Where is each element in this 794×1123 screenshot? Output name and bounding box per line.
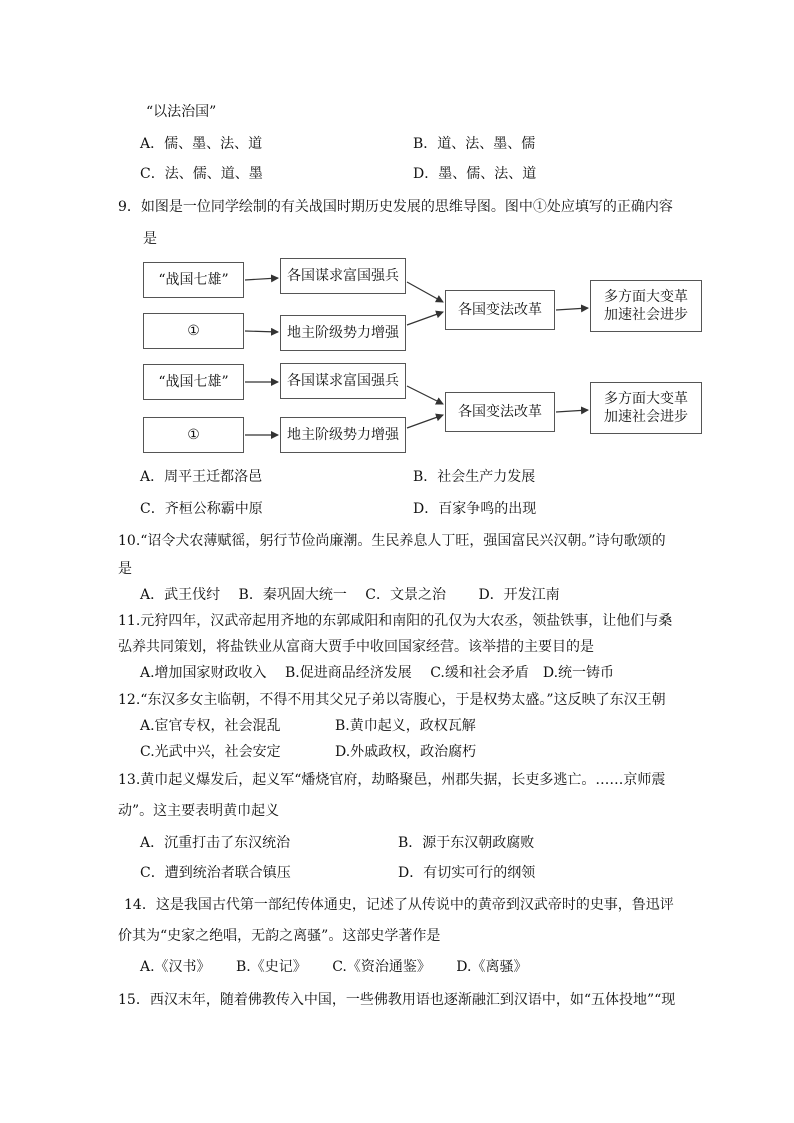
q9-stem-line2: 是 bbox=[143, 231, 157, 247]
diagram2-box-blank: ① bbox=[143, 417, 244, 453]
diagram1-box-seven-states: “战国七雄” bbox=[143, 262, 244, 298]
diagram1-box-blank: ① bbox=[143, 313, 244, 349]
diagram1-result-line1: 多方面大变革 bbox=[604, 289, 688, 305]
q13-stem-line1: 13.黄巾起义爆发后，起义军“燔烧官府，劫略聚邑，州郡失据，长吏多逃亡。……京师震 bbox=[118, 772, 666, 788]
diagram1-box-reform: 各国变法改革 bbox=[445, 290, 555, 330]
arrow-1a bbox=[245, 278, 278, 280]
q9-option-d: D．百家争鸣的出现 bbox=[413, 501, 537, 517]
q8-option-c: C．法、儒、道、墨 bbox=[140, 166, 263, 182]
arrow-1d bbox=[407, 312, 443, 325]
diagram2-box-seven-states: “战国七雄” bbox=[143, 364, 244, 400]
q14-stem-line2: 价其为“史家之绝唱，无韵之离骚”。这部史学著作是 bbox=[118, 928, 441, 944]
q9-option-a: A．周平王迁都洛邑 bbox=[140, 469, 263, 485]
q14-options: A.《汉书》 B.《史记》 C.《资治通鉴》 D.《离骚》 bbox=[140, 959, 528, 975]
diagram1-box-landlord: 地主阶级势力增强 bbox=[280, 315, 406, 351]
q12-option-d: D.外戚政权，政治腐朽 bbox=[335, 744, 477, 760]
q10-stem-line1: 10.“诏令犬农薄赋徭，躬行节俭尚廉潮。生民养息人丁旺，强国富民兴汉朝。”诗句歌颂的 bbox=[118, 533, 666, 549]
q8-option-b: B．道、法、墨、儒 bbox=[413, 136, 536, 152]
arrow-2e bbox=[556, 410, 588, 412]
arrow-1c bbox=[407, 282, 443, 302]
diagram2-result-line2: 加速社会进步 bbox=[604, 409, 688, 425]
diagram1-result-line2: 加速社会进步 bbox=[604, 307, 688, 323]
q14-stem-line1: 14．这是我国古代第一部纪传体通史，记述了从传说中的黄帝到汉武帝时的史事，鲁迅评 bbox=[124, 897, 674, 913]
q8-option-d: D．墨、儒、法、道 bbox=[413, 166, 537, 182]
q12-stem: 12.“东汉多女主临朝，不得不用其父兄子弟以寄腹心，于是权势太盛。”这反映了东汉王朝 bbox=[118, 692, 666, 708]
diagram2-box-reform: 各国变法改革 bbox=[445, 392, 555, 432]
q9-option-c: C．齐桓公称霸中原 bbox=[140, 501, 263, 517]
q10-options: A．武王伐纣 B．秦巩固大统一 C．文景之治 D．开发江南 bbox=[140, 587, 560, 603]
q9-option-b: B．社会生产力发展 bbox=[413, 469, 536, 485]
q13-option-b: B．源于东汉朝政腐败 bbox=[398, 835, 535, 851]
q12-option-c: C.光武中兴，社会安定 bbox=[140, 744, 281, 760]
q11-stem-line2: 弘养共同策划，将盐铁业从富商大贾手中收回国家经营。该举措的主要目的是 bbox=[118, 639, 594, 655]
arrow-2c bbox=[407, 386, 443, 404]
q8-option-a: A．儒、墨、法、道 bbox=[140, 136, 263, 152]
arrow-1e bbox=[556, 308, 588, 310]
q11-stem-line1: 11.元狩四年，汉武帝起用齐地的东郭咸阳和南阳的孔仅为大农丞，领盐铁事，让他们与桑 bbox=[118, 613, 673, 629]
arrow-1b bbox=[245, 331, 278, 332]
q9-stem-line1: 9．如图是一位同学绘制的有关战国时期历史发展的思维导图。图中①处应填写的正确内容 bbox=[118, 199, 673, 215]
q10-stem-line2: 是 bbox=[118, 561, 132, 577]
q13-option-a: A．沉重打击了东汉统治 bbox=[140, 835, 291, 851]
diagram1-box-enrich: 各国谋求富国强兵 bbox=[280, 258, 406, 294]
q15-stem-line1: 15．西汉末年，随着佛教传入中国，一些佛教用语也逐渐融汇到汉语中，如“五体投地”“现 bbox=[118, 992, 676, 1008]
q13-option-d: D．有切实可行的纲领 bbox=[398, 865, 536, 881]
diagram2-box-landlord: 地主阶级势力增强 bbox=[280, 417, 406, 453]
diagram2-box-enrich: 各国谋求富国强兵 bbox=[280, 363, 406, 399]
q12-option-a: A.宦官专权，社会混乱 bbox=[140, 718, 281, 734]
q12-option-b: B.黄巾起义，政权瓦解 bbox=[335, 718, 476, 734]
diagram2-result-line1: 多方面大变革 bbox=[604, 391, 688, 407]
q13-option-c: C．遭到统治者联合镇压 bbox=[140, 865, 291, 881]
q11-options: A.增加国家财政收入 B.促进商品经济发展 C.缓和社会矛盾 D.统一铸币 bbox=[140, 665, 615, 681]
arrow-2d bbox=[407, 415, 443, 428]
q13-stem-line2: 动”。这主要表明黄巾起义 bbox=[118, 803, 280, 819]
q8-stem-tail: “以法治国” bbox=[146, 104, 217, 120]
